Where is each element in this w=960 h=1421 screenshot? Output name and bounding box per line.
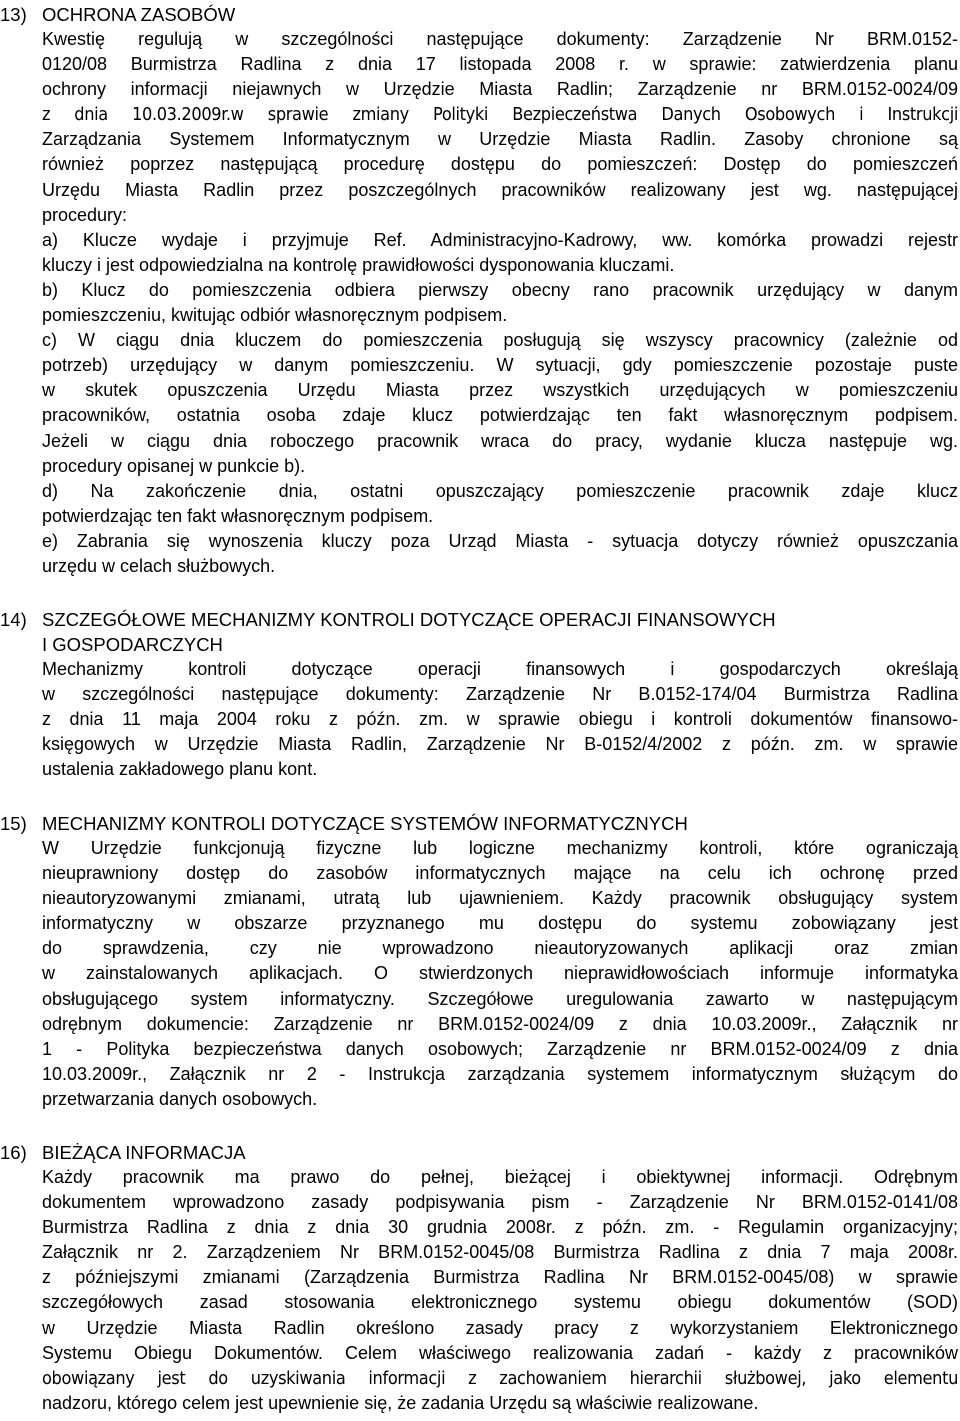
text-line: w skutek opuszczenia Urzędu Miasta przez wszystkich urzędujących w pomieszczeniu bbox=[42, 380, 958, 401]
section-mechanizmy-kontroli-systemow bbox=[0, 811, 960, 1112]
text-line: z dnia 10.03.2009r.w sprawie zmiany Polityki Bezpieczeństwa Danych Osobowych i Instrukcji bbox=[42, 104, 958, 126]
text-line: W Urzędzie funkcjonują fizyczne lub logiczne mechanizmy kontroli, które ograniczają bbox=[42, 838, 958, 858]
text-line: Jeżeli w ciągu dnia roboczego pracownik wraca do pracy, wydanie klucza następuje wg. bbox=[42, 430, 958, 451]
section-heading bbox=[0, 811, 960, 836]
text-line: nadzoru, którego celem jest upewnienie się, że zadania Urzędu są właściwie realizowane. bbox=[42, 1392, 759, 1413]
text-line: potwierdzając ten fakt własnoręcznym podpisem. bbox=[42, 505, 434, 526]
section-number: 13) bbox=[0, 4, 27, 25]
text-line: przetwarzania danych osobowych. bbox=[42, 1088, 318, 1109]
text-line: ustalenia zakładowego planu kont. bbox=[42, 759, 318, 780]
section-body bbox=[42, 657, 958, 782]
text-line: Zarządzania Systemem Informatycznym w Urzędzie Miasta Radlin. Zasoby chronione są bbox=[42, 129, 958, 150]
text-line: również poprzez następującą procedurę dostępu do pomieszczeń: Dostęp do pomieszczeń bbox=[42, 154, 958, 175]
text-line: obowiązany jest do uzyskiwania informacji z zachowaniem hierarchii służbowej, jako elementu bbox=[42, 1367, 958, 1389]
section-title: SZCZEGÓŁOWE MECHANIZMY KONTROLI DOTYCZĄCE OPERACJI FINANSOWYCH bbox=[42, 609, 776, 630]
section-number: 16) bbox=[0, 1142, 27, 1163]
text-line: potrzeb) urzędujący w danym pomieszczeniu. W sytuacji, gdy pomieszczenie pozostaje puste bbox=[42, 355, 958, 376]
text-line: procedury opisanej w punkcie b). bbox=[42, 455, 306, 476]
section-body bbox=[42, 27, 958, 579]
list-item-c: c) W ciągu dnia kluczem do pomieszczenia posługują się wszyscy pracownicy (zależnie od bbox=[42, 330, 958, 351]
text-line: w Urzędzie Miasta Radlin określono zasady pracy z wykorzystaniem Elektronicznego bbox=[42, 1317, 958, 1338]
section-body bbox=[42, 836, 958, 1112]
list-item-d: d) Na zakończenie dnia, ostatni opuszczający pomieszczenie pracownik zdaje klucz bbox=[42, 480, 958, 501]
section-heading bbox=[0, 2, 960, 27]
text-line: kluczy i jest odpowiedzialna na kontrolę prawidłowości dysponowania kluczami. bbox=[42, 254, 675, 275]
section-title-continued: I GOSPODARCZYCH bbox=[42, 634, 223, 655]
text-line: pomieszczeniu, kwitując odbiór własnoręcznym podpisem. bbox=[42, 305, 508, 326]
text-line: Systemu Obiegu Dokumentów. Celem właściwego realizowania zadań - każdy z pracowników bbox=[42, 1342, 958, 1363]
text-line: odrębnym dokumencie: Zarządzenie nr BRM.0152-0024/09 z dnia 10.03.2009r., Załącznik nr bbox=[42, 1013, 958, 1034]
text-line: nieautoryzowanymi zmianami, utratą lub ujawnieniem. Każdy pracownik obsługujący system bbox=[42, 888, 958, 909]
text-line: procedury: bbox=[42, 204, 128, 225]
section-heading bbox=[0, 607, 960, 632]
text-line: pracowników, ostatnia osoba zdaje klucz potwierdzając ten fakt własnoręcznym podpisem. bbox=[42, 405, 958, 426]
section-title: MECHANIZMY KONTROLI DOTYCZĄCE SYSTEMÓW INFORMATYCZNYCH bbox=[42, 813, 688, 834]
section-number: 15) bbox=[0, 813, 27, 834]
text-line: z późniejszymi zmianami (Zarządzenia Burmistrza Radlina Nr BRM.0152-0045/08) w sprawie bbox=[42, 1267, 958, 1288]
text-line: Kwestię regulują w szczególności następujące dokumenty: Zarządzenie Nr BRM.0152- bbox=[42, 29, 958, 49]
text-line: dokumentem wprowadzono zasady podpisywania pism - Zarządzenie Nr BRM.0152-0141/08 bbox=[42, 1192, 958, 1213]
section-number: 14) bbox=[0, 609, 27, 630]
text-line: Mechanizmy kontroli dotyczące operacji finansowych i gospodarczych określają bbox=[42, 659, 958, 679]
text-line: Każdy pracownik ma prawo do pełnej, bieżącej i obiektywnej informacji. Odrębnym bbox=[42, 1167, 958, 1187]
text-line: Załącznik nr 2. Zarządzeniem Nr BRM.0152-0045/08 Burmistrza Radlina z dnia 7 maja 2008r. bbox=[42, 1242, 958, 1263]
text-line: obsługującego system informatyczny. Szczegółowe uregulowania zawarto w następującym bbox=[42, 988, 958, 1009]
section-heading bbox=[0, 1140, 960, 1165]
text-line: 10.03.2009r., Załącznik nr 2 - Instrukcja zarządzania systemem informatycznym służącym do bbox=[42, 1063, 958, 1084]
section-mechanizmy-kontroli-finansowych bbox=[0, 607, 960, 782]
text-line: szczegółowych zasad stosowania elektronicznego systemu obiegu dokumentów (SOD) bbox=[42, 1292, 958, 1313]
text-line: 1 - Polityka bezpieczeństwa danych osobowych; Zarządzenie nr BRM.0152-0024/09 z dnia bbox=[42, 1038, 958, 1059]
section-ochrona-zasobow bbox=[0, 2, 960, 579]
list-item-a: a) Klucze wydaje i przyjmuje Ref. Administracyjno-Kadrowy, ww. komórka prowadzi rejestr bbox=[42, 229, 958, 250]
text-line: w szczególności następujące dokumenty: Zarządzenie Nr B.0152-174/04 Burmistrza Radlina bbox=[42, 684, 958, 705]
text-line: 0120/08 Burmistrza Radlina z dnia 17 listopada 2008 r. w sprawie: zatwierdzenia planu bbox=[42, 54, 958, 75]
text-line: urzędu w celach służbowych. bbox=[42, 555, 276, 576]
section-title: OCHRONA ZASOBÓW bbox=[42, 4, 236, 25]
section-body bbox=[42, 1165, 958, 1416]
text-line: informatyczny w obszarze przyznanego mu dostępu do systemu zobowiązany jest bbox=[42, 913, 958, 934]
text-line: Urzędu Miasta Radlin przez poszczególnych pracowników realizowany jest wg. następującej bbox=[42, 179, 958, 200]
text-line: do sprawdzenia, czy nie wprowadzono nieautoryzowanych aplikacji oraz zmian bbox=[42, 938, 958, 959]
text-line: ochrony informacji niejawnych w Urzędzie Miasta Radlin; Zarządzenie nr BRM.0152-0024/09 bbox=[42, 79, 958, 100]
section-biezaca-informacja bbox=[0, 1140, 960, 1416]
text-line: z dnia 11 maja 2004 roku z późn. zm. w sprawie obiegu i kontroli dokumentów finansowo- bbox=[42, 709, 958, 730]
text-line: Burmistrza Radlina z dnia z dnia 30 grudnia 2008r. z późn. zm. - Regulamin organizacyjny; bbox=[42, 1217, 958, 1238]
section-title: BIEŻĄCA INFORMACJA bbox=[42, 1142, 246, 1163]
text-line: nieuprawniony dostęp do zasobów informatycznych mające na celu ich ochronę przed bbox=[42, 863, 958, 884]
list-item-b: b) Klucz do pomieszczenia odbiera pierwszy obecny rano pracownik urzędujący w danym bbox=[42, 279, 958, 300]
list-item-e: e) Zabrania się wynoszenia kluczy poza Urząd Miasta - sytuacja dotyczy również opuszczania bbox=[42, 530, 958, 551]
text-line: księgowych w Urzędzie Miasta Radlin, Zarządzenie Nr B-0152/4/2002 z późn. zm. w sprawie bbox=[42, 734, 958, 755]
text-line: w zainstalowanych aplikacjach. O stwierdzonych nieprawidłowościach informuje informatyka bbox=[42, 963, 958, 984]
